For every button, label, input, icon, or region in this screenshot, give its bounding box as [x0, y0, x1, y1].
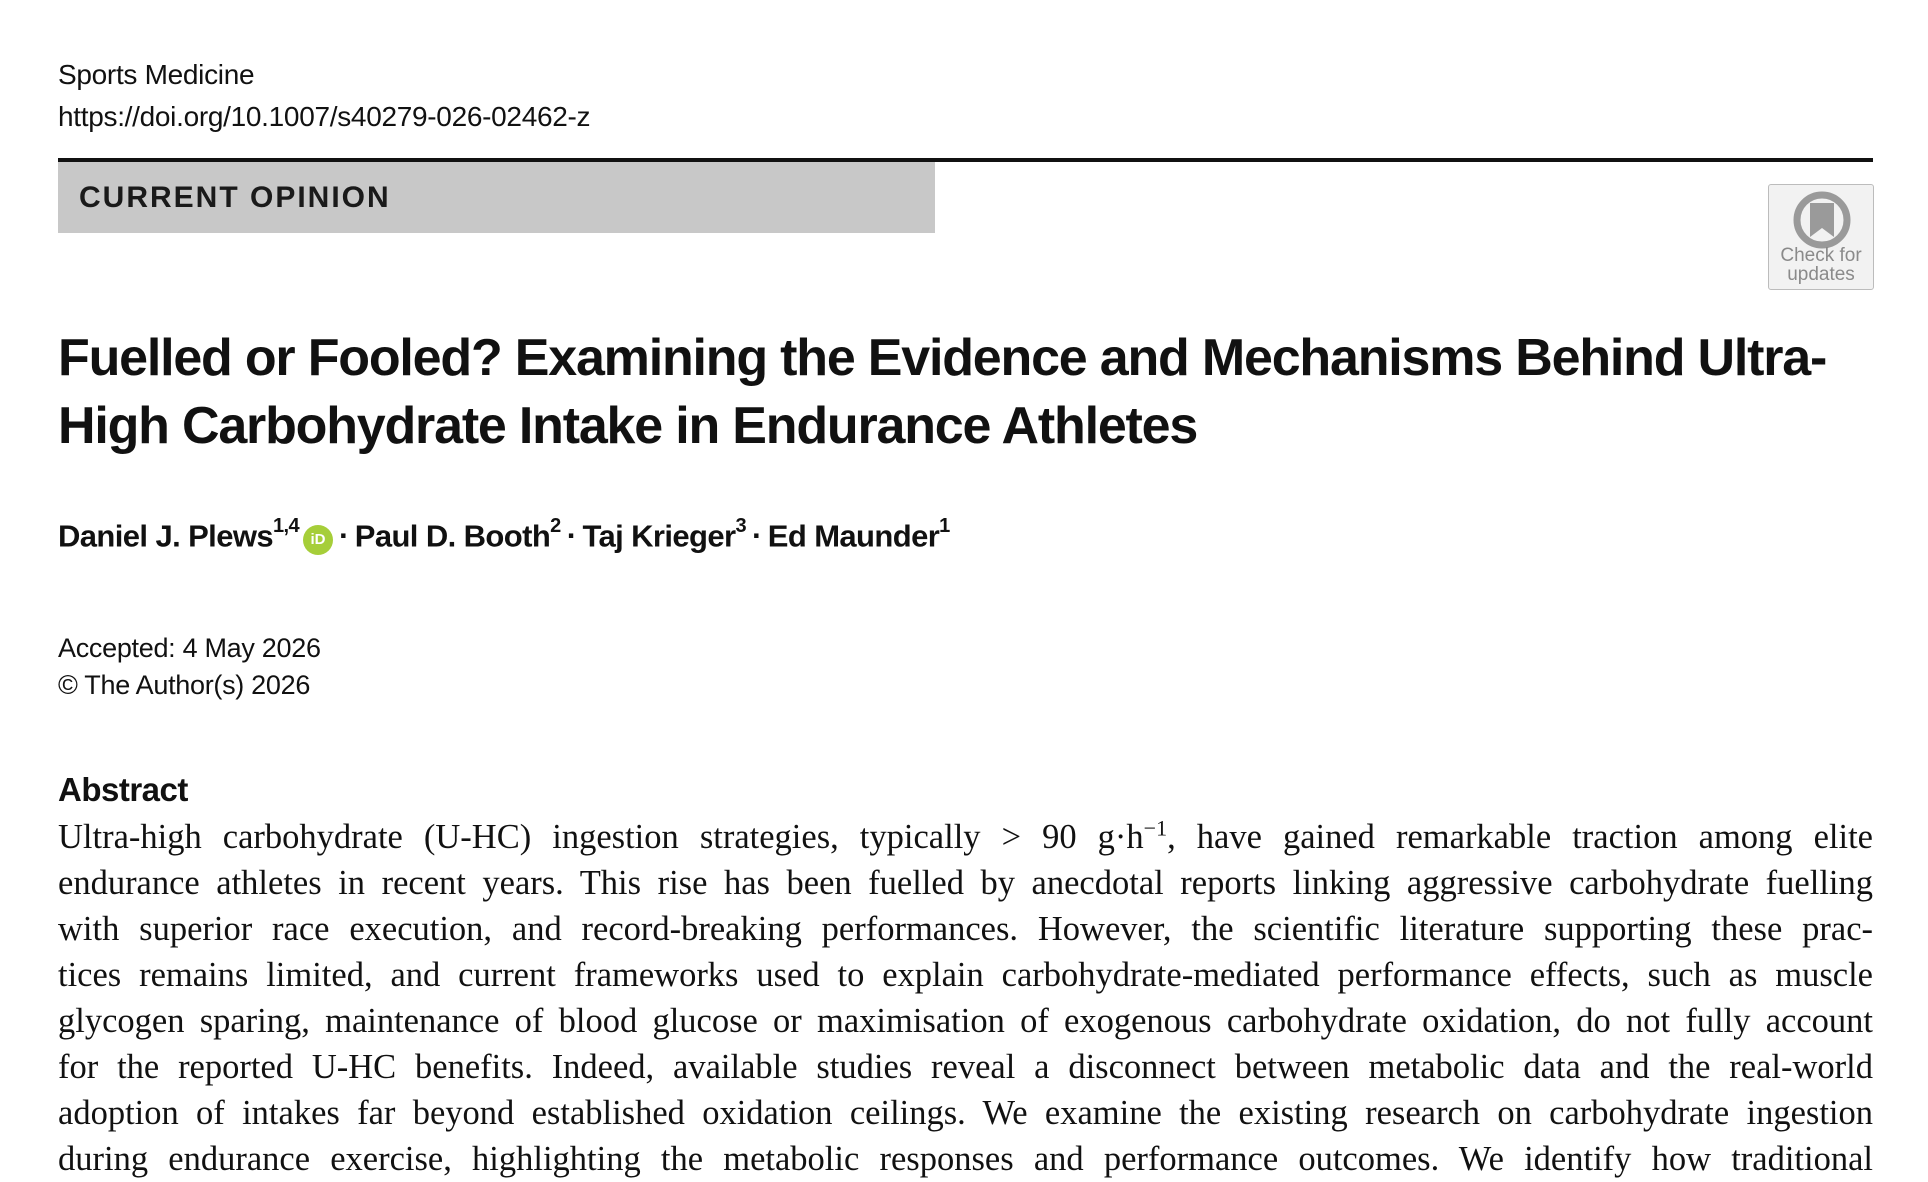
journal-name: Sports Medicine [58, 59, 255, 90]
author-affiliation: 1,4 [273, 515, 300, 537]
superscript: −1 [1143, 815, 1168, 841]
orcid-icon[interactable]: iD [303, 525, 333, 555]
author-separator: · [566, 518, 577, 554]
abstract-line: adoption of intakes far beyond established oxidation ceilings. We examine the existing research on carbohydrate ingestion [58, 1094, 1873, 1132]
abstract-line: tices remains limited, and current frameworks used to explain carbohydrate-mediated performance effects, such as muscle [58, 956, 1873, 994]
copyright-notice: © The Author(s) 2026 [58, 670, 311, 700]
check-for-updates-label: Check for updates [1780, 245, 1862, 285]
abstract-body [58, 814, 1873, 1182]
author-list [58, 515, 950, 555]
author-affiliation: 2 [550, 515, 561, 537]
author-affiliation: 1 [939, 515, 950, 537]
author-separator: · [752, 518, 762, 554]
author-name[interactable]: Ed Maunder [767, 518, 940, 554]
author-separator: · [339, 518, 349, 554]
doi-link[interactable]: https://doi.org/10.1007/s40279-026-02462-z [58, 101, 591, 132]
author-name[interactable]: Taj Krieger [582, 518, 736, 554]
article-title: Fuelled or Fooled? Examining the Evidence and Mechanisms Behind Ultra-High Carbohydrate Intake in Endurance Athletes [58, 329, 1827, 455]
author-name[interactable]: Paul D. Booth [354, 518, 551, 554]
abstract-line: during endurance exercise, highlighting the metabolic responses and performance outcomes. We identify how traditional [58, 1140, 1873, 1178]
abstract-line: glycogen sparing, maintenance of blood glucose or maximisation of exogenous carbohydrate oxidation, do not fully account [58, 1002, 1873, 1040]
abstract-line: for the reported U-HC benefits. Indeed, available studies reveal a disconnect between metabolic data and the real-world [58, 1048, 1873, 1086]
abstract-heading: Abstract [58, 771, 188, 808]
article-type-label: CURRENT OPINION [79, 181, 391, 214]
article-type-bar [58, 162, 935, 233]
abstract-line: with superior race execution, and record-breaking performances. However, the scientific literature supporting these prac- [58, 910, 1873, 948]
author-name[interactable]: Daniel J. Plews [58, 518, 273, 554]
abstract-line: endurance athletes in recent years. This rise has been fuelled by anecdotal reports linking aggressive carbohydrate fuelling [58, 864, 1873, 902]
abstract-line: Ultra-high carbohydrate (U-HC) ingestion strategies, typically > 90 $g\cdot h^{-1}$, have gained remarkable traction among elite [58, 815, 1873, 856]
check-for-updates-icon [1791, 189, 1853, 251]
accepted-date: Accepted: 4 May 2026 [58, 633, 321, 663]
author-affiliation: 3 [735, 515, 747, 537]
check-for-updates-button[interactable] [1768, 184, 1874, 290]
